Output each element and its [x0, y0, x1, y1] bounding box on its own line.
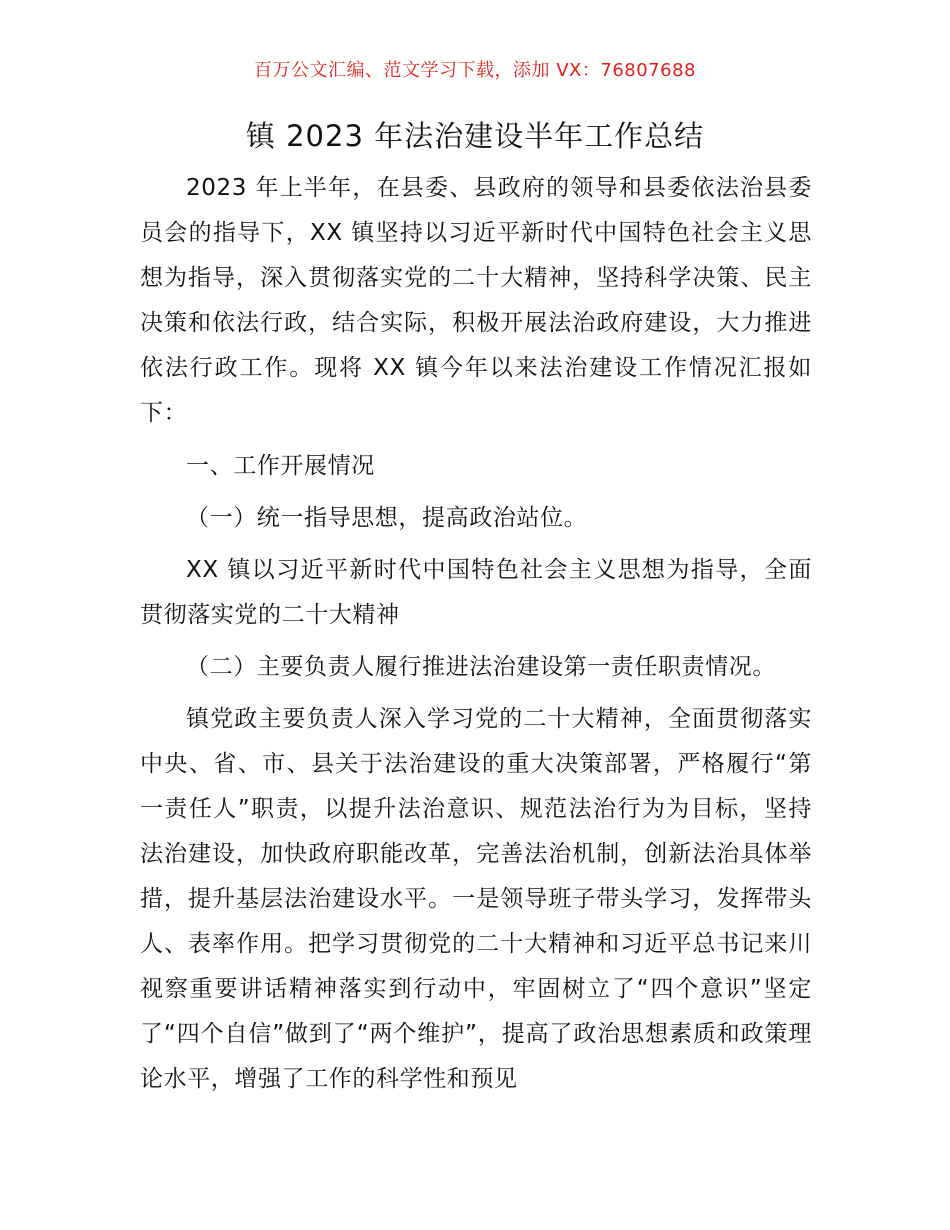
subsection-heading-2: （二）主要负责人履行推进法治建设第一责任职责情况。: [186, 654, 776, 680]
body-paragraph-2: 镇党政主要负责人深入学习党的二十大精神，全面贯彻落实中央、省、市、县关于法治建设的重大决策部署，严格履行“第一责任人”职责，以提升法治意识、规范法治行为为目标，坚持法治建设，加快政府职能改革，完善法治机制，创新法治具体举措，提升基层法治建设水平。一是领导班子带头学习，发挥带头人、表率作用。把学习贯彻党的二十大精神和习近平总书记来川视察重要讲话精神落实到行动中，牢固树立了“四个意识”坚定了“四个自信”做到了“两个维护”，提高了政治思想素质和政策理论水平，增强了工作的科学性和预见: [140, 706, 812, 1092]
section-heading-1: 一、工作开展情况: [186, 453, 375, 479]
body-paragraph-1: XX 镇以习近平新时代中国特色社会主义思想为指导，全面贯彻落实党的二十大精神: [140, 557, 812, 628]
document-title: 镇 2023 年法治建设半年工作总结: [245, 119, 705, 153]
document-body: [140, 166, 812, 1102]
intro-paragraph: 2023 年上半年，在县委、县政府的领导和县委依法治县委员会的指导下，XX 镇坚持以习近平新时代中国特色社会主义思想为指导，深入贯彻落实党的二十大精神，坚持科学决策、民主决策和依法行政，结合实际，积极开展法治政府建设，大力推进依法行政工作。现将 XX 镇今年以来法治建设工作情况汇报如下：: [140, 175, 812, 426]
subsection-heading-1: （一）统一指导思想，提高政治站位。: [186, 505, 588, 531]
header-note: 百万公文汇编、范文学习下载，添加 VX：76807688: [254, 60, 696, 81]
